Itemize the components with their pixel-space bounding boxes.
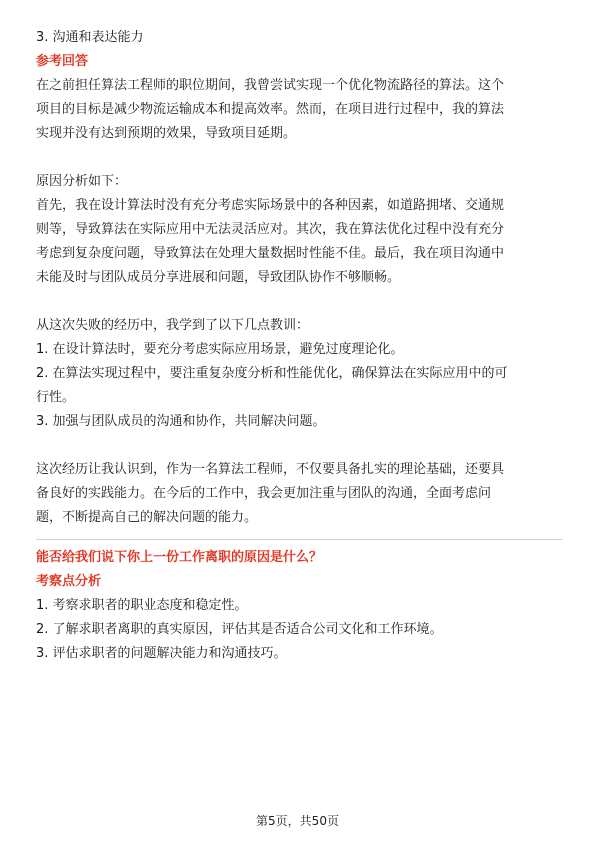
- text-line: 题，不断提高自己的解决问题的能力。: [36, 510, 258, 525]
- text-line: 备良好的实践能力。在今后的工作中，我会更加注重与团队的沟通，全面考虑问: [36, 486, 492, 501]
- answer-paragraph-4: [36, 458, 562, 530]
- text-line: 3. 加强与团队成员的沟通和协作，共同解决问题。: [36, 414, 326, 429]
- question-title: 能否给我们说下你上一份工作离职的原因是什么？: [36, 550, 323, 565]
- answer-paragraph-2: [36, 170, 562, 290]
- section-divider: [36, 539, 562, 540]
- document-page: [36, 26, 562, 666]
- text-line: 在之前担任算法工程师的职位期间，我曾尝试实现一个优化物流路径的算法。这个: [36, 78, 505, 93]
- text-line: 未能及时与团队成员分享进展和问题，导致团队协作不够顺畅。: [36, 270, 401, 285]
- text-line: 1. 在设计算法时，要充分考虑实际应用场景，避免过度理论化。: [36, 342, 404, 357]
- text-line: 这次经历让我认识到，作为一名算法工程师，不仅要具备扎实的理论基础，还要具: [36, 462, 505, 477]
- text-line: 项目的目标是减少物流运输成本和提高效率。然而，在项目进行过程中，我的算法: [36, 102, 505, 117]
- text-line: 2. 在算法实现过程中，要注重复杂度分析和性能优化，确保算法在实际应用中的可: [36, 366, 508, 381]
- answer-paragraph-1: [36, 74, 562, 146]
- text-line: 行性。: [36, 390, 76, 405]
- analysis-label: 考察点分析: [36, 574, 102, 589]
- text-line: 原因分析如下：: [36, 174, 128, 189]
- text-line: 实现并没有达到预期的效果，导致项目延期。: [36, 126, 297, 141]
- section-heading: 3. 沟通和表达能力: [36, 30, 144, 45]
- list-item: 1. 考察求职者的职业态度和稳定性。: [36, 598, 248, 613]
- answer-paragraph-3: [36, 314, 562, 434]
- text-line: 从这次失败的经历中，我学到了以下几点教训：: [36, 318, 310, 333]
- text-line: 首先，我在设计算法时没有充分考虑实际场景中的各种因素，如道路拥堵、交通规: [36, 198, 505, 213]
- text-line: 则等，导致算法在实际应用中无法灵活应对。其次，我在算法优化过程中没有充分: [36, 222, 505, 237]
- page-number: 第5页，共50页: [256, 814, 339, 828]
- answer-label: 参考回答: [36, 54, 89, 69]
- list-item: 3. 评估求职者的问题解决能力和沟通技巧。: [36, 646, 287, 661]
- text-line: 考虑到复杂度问题，导致算法在处理大量数据时性能不佳。最后，我在项目沟通中: [36, 246, 505, 261]
- list-item: 2. 了解求职者离职的真实原因，评估其是否适合公司文化和工作环境。: [36, 622, 443, 637]
- analysis-points: [36, 594, 562, 666]
